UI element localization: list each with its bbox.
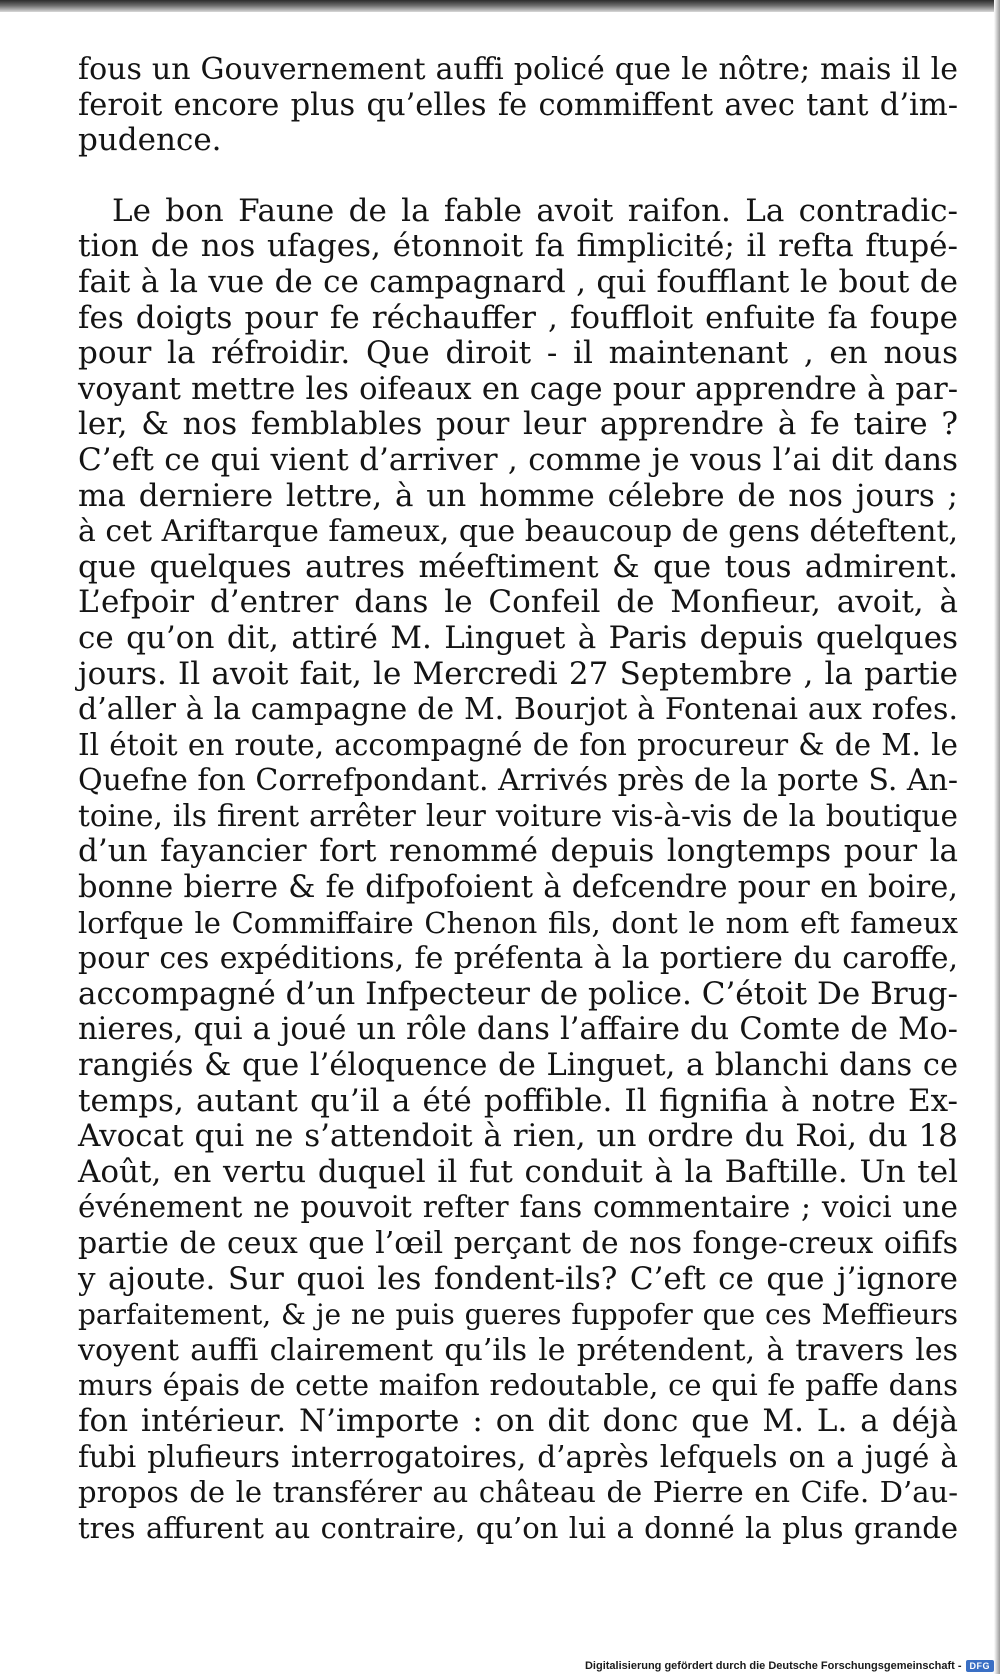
text-line: Il étoit en route, accompagné de fon procureur & de M. le xyxy=(78,727,958,762)
page-text xyxy=(78,52,958,1546)
text-line: que quelques autres méeftiment & que tous admirent. xyxy=(78,548,958,585)
text-line: tion de nos ufages, étonnoit fa fimplicité; il refta ftupé- xyxy=(78,228,958,265)
text-line: Avocat qui ne s’attendoit à rien, un ordre du Roi, du 18 xyxy=(78,1118,958,1155)
text-line: partie de ceux que l’œil perçant de nos fonge-creux oififs xyxy=(78,1226,958,1261)
text-line: accompagné d’un Infpecteur de police. C’étoit De Brug- xyxy=(78,975,958,1012)
text-line: rangiés & que l’éloquence de Linguet, a blanchi dans ce xyxy=(78,1048,958,1084)
text-line: à cet Ariftarque fameux, que beaucoup de gens déteftent, xyxy=(78,514,959,550)
text-line: lorfque le Commiffaire Chenon fils, dont le nom eft fameux xyxy=(78,905,958,940)
text-line: pour ces expéditions, fe préfenta à la portiere du caroffe, xyxy=(78,941,958,977)
text-line: fes doigts pour fe réchauffer , fouffloit enfuite fa foupe xyxy=(78,299,958,336)
text-line: fon intérieur. N’importe : on dit donc que M. L. a déjà xyxy=(78,1402,958,1439)
text-line: fait à la vue de ce campagnard , qui foufflant le bout de xyxy=(78,263,958,300)
text-line: murs épais de cette maifon redoutable, ce qui fe paffe dans xyxy=(78,1368,958,1403)
text-line: propos de le transférer au château de Pierre en Cife. D’au- xyxy=(78,1475,958,1510)
text-line: événement ne pouvoit refter fans commentaire ; voici une xyxy=(78,1190,958,1225)
text-line: voyent auffi clairement qu’ils le prétendent, à travers les xyxy=(78,1332,958,1368)
text-line: ce qu’on dit, attiré M. Linguet à Paris depuis quelques xyxy=(78,619,958,656)
text-line: tres affurent au contraire, qu’on lui a donné la plus grande xyxy=(78,1510,958,1545)
text-line: bonne bierre & fe difpofoient à defcendre pour en boire, xyxy=(78,870,958,906)
scan-top-edge xyxy=(0,0,1000,12)
text-line: ler, & nos femblables pour leur apprendre à fe taire ? xyxy=(78,406,958,443)
text-line: y ajoute. Sur quoi les fondent-ils? C’eft ce que j’ignore xyxy=(78,1260,958,1297)
text-line: Le bon Faune de la fable avoit raifon. La contradic- xyxy=(112,192,958,229)
text-line: ma derniere lettre, à un homme célebre de nos jours ; xyxy=(78,477,958,514)
text-line: parfaitement, & je ne puis gueres fuppofer que ces Meffieurs xyxy=(78,1298,958,1332)
scan-right-edge xyxy=(994,0,1000,1674)
credit-text: Digitalisierung gefördert durch die Deutsche Forschungsgemeinschaft - xyxy=(584,1660,962,1672)
text-line: toine, ils firent arrêter leur voiture vis-à-vis de la boutique xyxy=(78,798,958,833)
text-line: Août, en vertu duquel il fut conduit à la Baftille. Un tel xyxy=(78,1153,958,1190)
text-line: fous un Gouvernement auffi policé que le nôtre; mais il le xyxy=(78,52,958,87)
digitization-credit xyxy=(585,1660,994,1672)
text-line: fubi plufieurs interrogatoires, d’après lefquels on a jugé à xyxy=(78,1439,958,1474)
text-line: pudence. xyxy=(78,122,222,159)
text-line: jours. Il avoit fait, le Mercredi 27 Septembre , la partie xyxy=(78,655,958,692)
text-line: temps, autant qu’il a été poffible. Il fignifia à notre Ex- xyxy=(78,1082,958,1119)
text-line: C’eft ce qui vient d’arriver , comme je vous l’ai dit dans xyxy=(78,441,958,478)
text-line: d’un fayancier fort renommé depuis longtemps pour la xyxy=(78,833,958,870)
text-line: L’efpoir d’entrer dans le Confeil de Monfieur, avoit, à xyxy=(78,584,958,621)
text-line: feroit encore plus qu’elles fe commiffent avec tant d’im- xyxy=(78,87,958,123)
text-line: nieres, qui a joué un rôle dans l’affaire du Comte de Mo- xyxy=(78,1012,958,1048)
dfg-logo-icon: DFG xyxy=(966,1660,995,1672)
text-line: pour la réfroidir. Que diroit - il maintenant , en nous xyxy=(78,335,958,372)
text-line: voyant mettre les oifeaux en cage pour apprendre à par- xyxy=(78,371,958,407)
text-line: d’aller à la campagne de M. Bourjot à Fontenai aux rofes. xyxy=(78,692,958,728)
text-line: Quefne fon Correfpondant. Arrivés près de la porte S. An- xyxy=(78,763,959,799)
paragraph-gap xyxy=(78,159,958,194)
